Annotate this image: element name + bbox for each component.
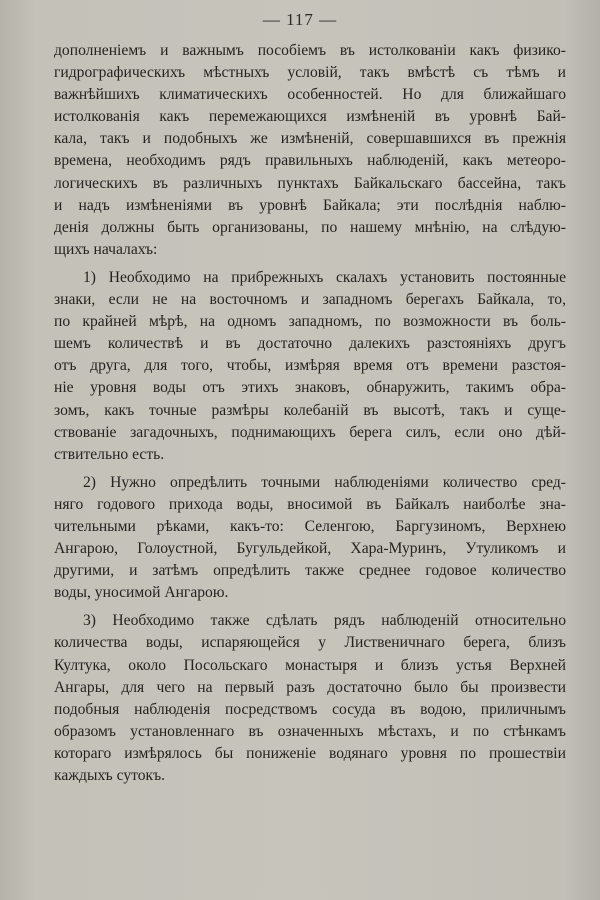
text-line: 3) Необходимо также сдѣлать рядъ наблюденій относительно [83,612,566,630]
text-line: 1) Необходимо на прибрежныхъ скалахъ установить постоянные [83,268,566,286]
paragraph-intro [54,40,566,261]
text-line: ствованіе загадочныхъ, поднимающихъ берега силъ, если оно дѣй- [54,423,566,441]
text-line: дополненіемъ и важнымъ пособіемъ въ истолкованіи какъ физико- [54,42,566,59]
text-line: воды, уносимой Ангарою. [54,584,229,602]
page-number: — 117 — [262,10,338,29]
text-line: 2) Нужно опредѣлить точными наблюденіями количество сред- [83,473,566,491]
text-line: логическихъ въ различныхъ пунктахъ Байкальскаго бассейна, такъ [54,174,566,192]
text-line: котораго измѣрялось бы пониженіе водянаго уровня по прошествіи [54,744,566,762]
text-line: знаки, если не на восточномъ и западномъ берегахъ Байкала, то, [54,291,566,309]
text-line: по крайней мѣрѣ, на одномъ западномъ, по возможности въ боль- [54,313,566,331]
text-line: ніе уровня воды отъ этихъ знаковъ, обнаружить, такимъ обра- [54,379,566,397]
text-line: Култука, около Посольскаго монастыря и близъ устья Верхней [54,656,566,674]
text-line: подобныя наблюденія посредствомъ сосуда въ водою, приличнымъ [54,700,566,718]
text-line: зомъ, какъ точные размѣры колебаній въ высотѣ, такъ и суще- [54,401,566,419]
text-line: образомъ установленнаго въ означенныхъ мѣстахъ, и по стѣнкамъ [54,722,566,740]
text-line: щихъ началахъ: [54,240,158,258]
text-line: другими, и затѣмъ опредѣлить также среднее годовое количество [54,562,566,580]
text-line: каждыхъ сутокъ. [54,767,166,784]
text-line: шемъ количествѣ и въ достаточно далекихъ разстояніяхъ другъ [54,335,566,353]
paragraph-item-2 [54,472,566,605]
text-line: гидрографическихъ мѣстныхъ условій, такъ вмѣстѣ съ тѣмъ и [54,64,566,82]
text-line: количества воды, испаряющейся у Лиственичнаго берега, близъ [54,634,566,652]
text-line: няго годового прихода воды, вносимой въ Байкалъ наиболѣе зна- [54,495,566,513]
text-line: чительными рѣками, какъ-то: Селенгою, Баргузиномъ, Верхнею [54,517,566,535]
text-line: кала, такъ и подобныхъ же измѣненій, совершавшихся въ прежнія [54,130,566,148]
text-line: отъ друга, для того, чтобы, измѣряя время отъ времени разстоя- [54,357,566,375]
text-line: денія должны быть организованы, по нашему мнѣнію, на слѣдую- [54,218,566,236]
text-line: времена, необходимъ рядъ правильныхъ наблюденій, какъ метеоро- [54,152,566,170]
text-line: и надъ измѣненіями въ уровнѣ Байкала; эти послѣднія наблю- [54,196,566,214]
text-line: Ангарою, Голоустной, Бугульдейкой, Хара-Муринъ, Утуликомъ и [54,540,566,558]
text-line: истолкованія какъ перемежающихся измѣненій въ уровнѣ Бай- [54,108,566,126]
paragraph-item-3 [54,610,566,787]
page-body [54,40,566,787]
text-line: Ангары, для чего на первый разъ достаточно было бы произвести [54,678,566,696]
text-line: важнѣйшихъ климатическихъ особенностей. Но для ближайшаго [54,86,566,104]
paragraph-item-1 [54,267,566,466]
text-line: ствительно есть. [54,445,165,463]
